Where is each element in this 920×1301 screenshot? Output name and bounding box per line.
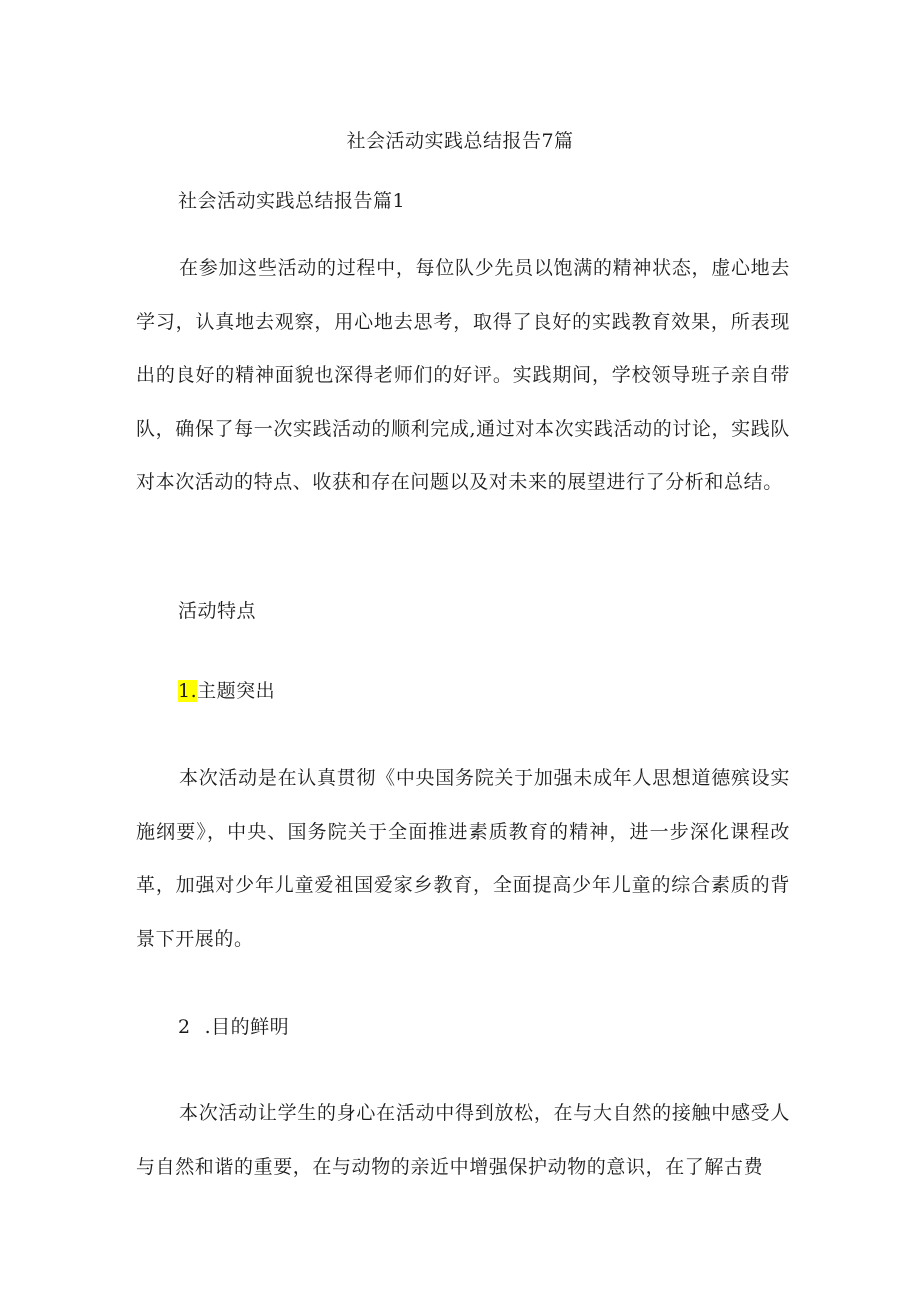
- intro-paragraph: 在参加这些活动的过程中，每位队少先员以饱满的精神状态，虚心地去学习，认真地去观察，用心地去思考，取得了良好的实践教育效果，所表现出的良好的精神面貌也深得老师们的好评。实践期间，学校领导班子亲自带队，确保了每一次实践活动的顺利完成,通过对本次实践活动的讨论，实践队对本次活动的特点、收获和存在问题以及对未来的展望进行了分析和总结。: [136, 257, 790, 493]
- item-1-label: 主题突出: [197, 680, 276, 702]
- item-1-paragraph: 本次活动是在认真贯彻《中央国务院关于加强未成年人思想道德殡设实施纲要》，中央、国务院关于全面推进素质教育的精神，进一步深化课程改革，加强对少年儿童爱祖国爱家乡教育，全面提高少年儿童的综合素质的背景下开展的。: [136, 767, 790, 950]
- item-2-number: 2: [178, 1016, 191, 1038]
- item-1-number: 1.: [178, 680, 198, 702]
- item-1-heading: [178, 677, 275, 705]
- item-2-paragraph: 本次活动让学生的身心在活动中得到放松，在与大自然的接触中感受人与自然和谐的重要，在与动物的亲近中增强保护动物的意识，在了解古费: [136, 1102, 790, 1178]
- document-title: 社会活动实践总结报告7篇: [346, 130, 574, 152]
- item-2-heading: [178, 1013, 289, 1041]
- features-heading: 活动特点: [178, 600, 257, 622]
- item-2-label: .目的鲜明: [204, 1016, 290, 1038]
- section-heading: 社会活动实践总结报告篇1: [178, 190, 406, 212]
